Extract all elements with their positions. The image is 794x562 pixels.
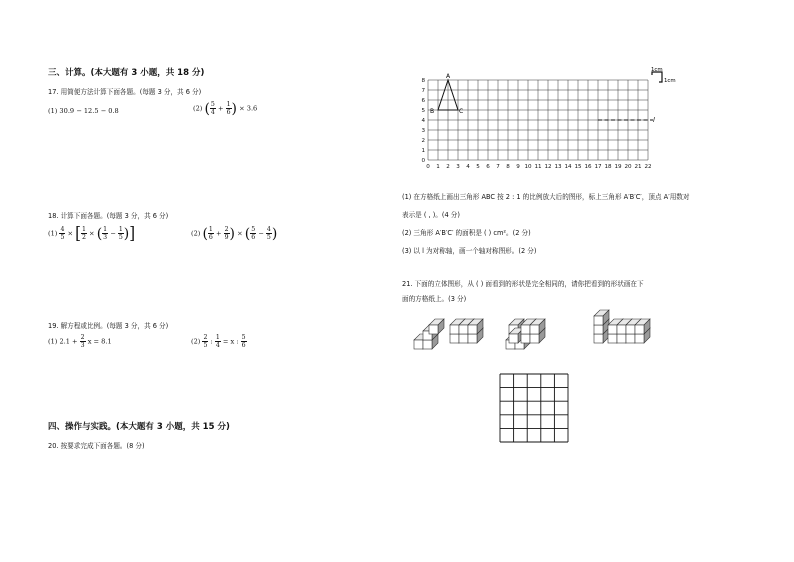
q20-part1: (1) 在方格纸上画出三角形 ABC 按 2 : 1 的比例放大后的图形，标上三角形 A′B′C′，顶点 A′用数对 bbox=[402, 193, 690, 201]
q21-line1: 21. 下面的立体图形，从 ( ) 面看到的形状是完全相同的，请你把看到的形状画在下 bbox=[402, 280, 644, 288]
x-tick-label: 12 bbox=[544, 164, 552, 170]
cube-front bbox=[521, 334, 530, 343]
x-tick-label: 3 bbox=[456, 164, 460, 170]
cube-front bbox=[617, 325, 626, 334]
q20-part1-line2: 表示是 ( , )。(4 分) bbox=[402, 211, 460, 219]
section3-title: 三、计算。(本大题有 3 小题，共 18 分) bbox=[48, 68, 205, 78]
scale-indicator bbox=[652, 72, 662, 82]
y-tick-label: 4 bbox=[421, 118, 425, 124]
q18-title: 18. 计算下面各题。(每题 3 分，共 6 分) bbox=[48, 212, 169, 220]
x-tick-label: 19 bbox=[614, 164, 622, 170]
q20-part2: (2) 三角形 A′B′C′ 的面积是 ( ) cm²。(2 分) bbox=[402, 229, 531, 237]
q20-part3: (3) 以 l 为对称轴，画一个轴对称图形。(2 分) bbox=[402, 247, 537, 255]
x-tick-label: 0 bbox=[426, 164, 430, 170]
q20-title: 20. 按要求完成下面各题。(8 分) bbox=[48, 442, 145, 450]
cube-front bbox=[521, 325, 530, 334]
scale-side-label: 1cm bbox=[664, 78, 676, 84]
q21-line2: 面的方格纸上。(3 分) bbox=[402, 295, 467, 303]
q19-part2: (2) $\frac{2}{5}$ : $\frac{1}{4}$ = x : $\frac{5}{6}$ bbox=[191, 334, 246, 349]
frac-5-4: $\frac{5}{4}$ bbox=[210, 101, 215, 116]
y-tick-label: 2 bbox=[421, 138, 425, 144]
x-tick-label: 17 bbox=[594, 164, 602, 170]
label-C: C bbox=[459, 108, 464, 115]
cube-front bbox=[608, 325, 617, 334]
q19-title: 19. 解方程或比例。(每题 3 分，共 6 分) bbox=[48, 322, 169, 330]
q19-part1: (1) 2.1 + $\frac{2}{3}$ x = 8.1 bbox=[48, 334, 112, 349]
cube-front bbox=[594, 325, 603, 334]
cube-front bbox=[423, 340, 432, 349]
cube-front bbox=[530, 334, 539, 343]
cube-front bbox=[626, 334, 635, 343]
cube-front bbox=[468, 325, 477, 334]
x-tick-label: 9 bbox=[516, 164, 520, 170]
x-tick-label: 20 bbox=[624, 164, 632, 170]
section4-title: 四、操作与实践。(本大题有 3 小题，共 15 分) bbox=[48, 422, 230, 432]
q17-title: 17. 用简便方法计算下面各题。(每题 3 分，共 6 分) bbox=[48, 88, 202, 96]
cube-front bbox=[429, 325, 438, 334]
x-tick-label: 6 bbox=[486, 164, 490, 170]
y-tick-label: 1 bbox=[421, 148, 425, 154]
cube-front bbox=[450, 334, 459, 343]
y-tick-label: 3 bbox=[421, 128, 425, 134]
cube-front bbox=[594, 316, 603, 325]
x-tick-label: 18 bbox=[604, 164, 612, 170]
x-tick-label: 13 bbox=[554, 164, 562, 170]
cube-front bbox=[509, 334, 518, 343]
cube-front bbox=[635, 325, 644, 334]
label-A: A bbox=[446, 73, 451, 80]
cube-front bbox=[626, 325, 635, 334]
x-tick-label: 15 bbox=[574, 164, 582, 170]
solid-figures bbox=[410, 312, 670, 352]
scale-top-label: 1cm bbox=[651, 67, 663, 73]
q17-part2-label: (2) bbox=[193, 104, 203, 113]
times-3-6: × 3.6 bbox=[239, 104, 258, 113]
cube-front bbox=[450, 325, 459, 334]
paren-close: ) bbox=[231, 100, 238, 117]
paren-open: ( bbox=[204, 100, 210, 117]
x-tick-label: 4 bbox=[466, 164, 470, 170]
x-tick-label: 11 bbox=[534, 164, 542, 170]
cube-front bbox=[414, 340, 423, 349]
x-tick-label: 8 bbox=[506, 164, 510, 170]
x-tick-label: 22 bbox=[644, 164, 652, 170]
cube-front bbox=[594, 334, 603, 343]
y-tick-label: 0 bbox=[421, 158, 425, 164]
y-tick-label: 8 bbox=[421, 78, 425, 84]
q18-part2: (2) ( $\frac{1}{6}$ + $\frac{2}{9}$ ) × ( $\frac{5}{6}$ − $\frac{4}{5}$ ) bbox=[191, 225, 278, 242]
x-tick-label: 7 bbox=[496, 164, 500, 170]
x-tick-label: 21 bbox=[634, 164, 642, 170]
x-tick-label: 16 bbox=[584, 164, 592, 170]
x-tick-label: 14 bbox=[564, 164, 572, 170]
cube-front bbox=[459, 325, 468, 334]
y-tick-label: 6 bbox=[421, 98, 425, 104]
cube-front bbox=[635, 334, 644, 343]
x-tick-label: 1 bbox=[436, 164, 440, 170]
label-B: B bbox=[430, 108, 435, 115]
x-tick-label: 2 bbox=[446, 164, 450, 170]
cube-front bbox=[459, 334, 468, 343]
answer-grid[interactable] bbox=[499, 373, 569, 443]
y-tick-label: 7 bbox=[421, 88, 425, 94]
x-tick-label: 10 bbox=[524, 164, 532, 170]
plus-sign: + bbox=[217, 104, 224, 113]
q17-part2 bbox=[193, 101, 257, 116]
q17-part1: (1) 30.9 − 12.5 − 0.8 bbox=[48, 107, 119, 115]
frac-1-6: $\frac{1}{6}$ bbox=[226, 101, 231, 116]
x-tick-label: 5 bbox=[476, 164, 480, 170]
y-tick-label: 5 bbox=[421, 108, 425, 114]
cube-front bbox=[530, 325, 539, 334]
q18-part1: (1) $\frac{4}{5}$ × [ $\frac{1}{2}$ × ( $\frac{1}{3}$ − $\frac{1}{5}$ )] bbox=[48, 223, 136, 243]
cube-front bbox=[468, 334, 477, 343]
label-l: l bbox=[653, 116, 655, 124]
coordinate-grid bbox=[408, 66, 674, 178]
cube-front bbox=[617, 334, 626, 343]
cube-front bbox=[608, 334, 617, 343]
